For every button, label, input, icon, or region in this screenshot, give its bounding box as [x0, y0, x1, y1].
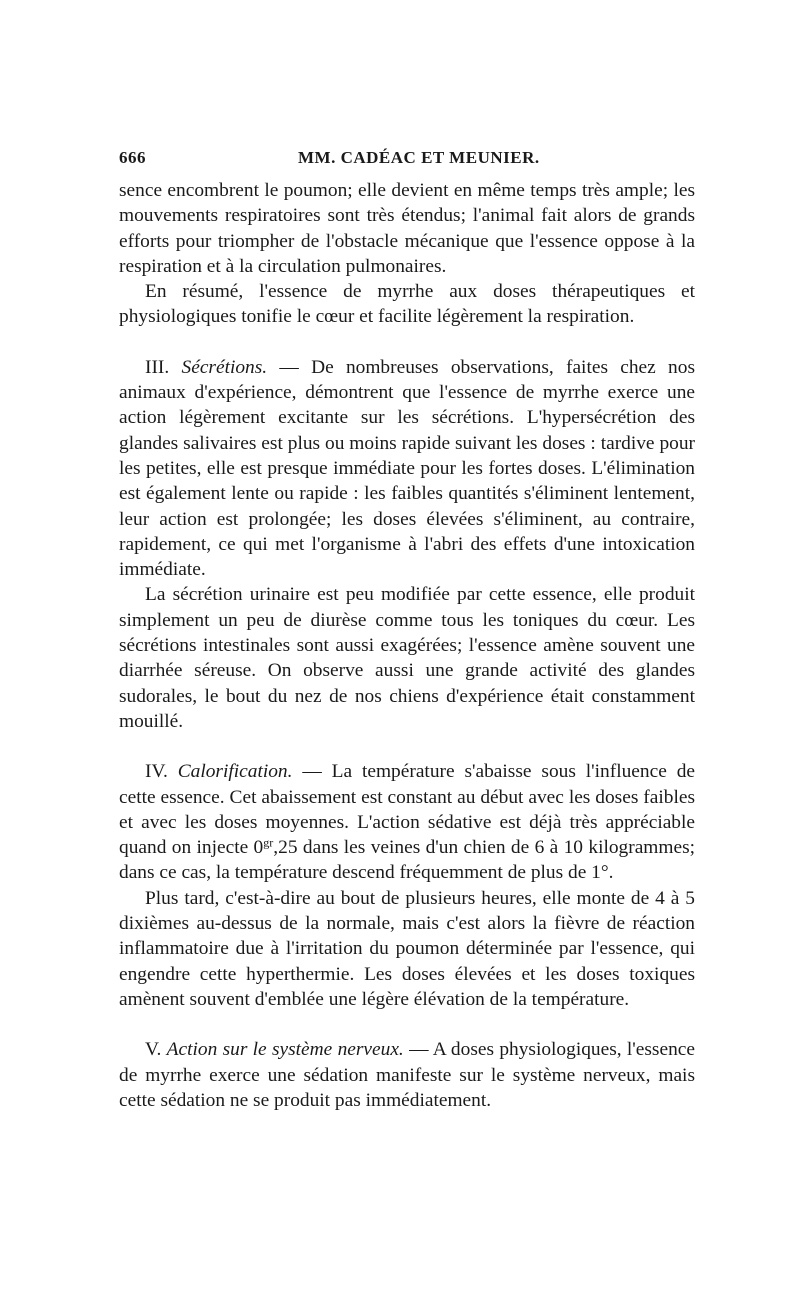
section-text-continued: ,25 dans les veines d'un chien de 6 à 10 kilogrammes; dans ce cas, la température descend fréquemment de plus de 1°.: [119, 837, 696, 884]
page-number: 666: [119, 148, 146, 167]
body-text: [119, 178, 695, 1113]
paragraph-urinary: La sécrétion urinaire est peu modifiée par cette essence, elle produit simplement un peu de diurèse comme tous les toniques du cœur. Les sécrétions intestinales sont aussi exagérées; l'essence amène souvent une diarrhée séreuse. On observe aussi une grande activité des glandes sudorales, le bout du nez de nos chiens d'expérience était constamment mouillé.: [119, 584, 695, 732]
section-number: IV.: [145, 761, 168, 783]
paragraph-later: Plus tard, c'est-à-dire au bout de plusieurs heures, elle monte de 4 à 5 dixièmes au-dessus de la normale, mais c'est alors la fièvre de réaction inflammatoire due à l'irritation du poumon déterminée par l'essence, qui engendre cette hyperthermie. Les doses élevées et les doses toxiques amènent souvent d'emblée une légère élévation de la température.: [119, 887, 695, 1010]
section-text: — De nombreuses observations, faites chez nos animaux d'expérience, démontrent que l'essence de myrrhe exerce une action légèrement excitante sur les sécrétions. L'hypersécrétion des glandes salivaires est plus ou moins rapide suivant les doses : tardive pour les petites, elle est presque immédiate pour les fortes doses. L'élimination est également lente ou rapide : les faibles quantités s'éliminent lentement, leur action est prolongée; les doses élevées s'éliminent, au contraire, rapidement, ce qui met l'organisme à l'abri des effets d'une intoxication immédiate.: [119, 356, 695, 581]
section-secretions: [119, 355, 695, 583]
section-number: V.: [145, 1039, 162, 1061]
section-title: Action sur le système nerveux.: [166, 1039, 404, 1061]
paragraph-summary: En résumé, l'essence de myrrhe aux doses thérapeutiques et physiologiques tonifie le cœur et facilite légèrement la respiration.: [119, 281, 695, 328]
running-title: MM. CADÉAC ET MEUNIER.: [298, 148, 540, 167]
section-text: — A doses physiologiques, l'essence de myrrhe exerce une sédation manifeste sur le système nerveux, mais cette sédation ne se produit pas immédiatement.: [119, 1039, 695, 1111]
section-nervous-system: [119, 1037, 695, 1113]
section-title: Sécrétions.: [181, 356, 268, 378]
section-number: III.: [145, 356, 170, 378]
section-calorification: [119, 759, 695, 885]
section-title: Calorification.: [177, 761, 293, 783]
unit-superscript: gr: [263, 835, 274, 850]
section-text: — La température s'abaisse sous l'influence de cette essence. Cet abaissement est constant au début avec les doses faibles et avec les doses moyennes. L'action sédative est déjà très appréciable quand on injecte 0: [119, 761, 695, 859]
paragraph-continuation: sence encombrent le poumon; elle devient en même temps très ample; les mouvements respiratoires sont très étendus; l'animal fait alors de grands efforts pour triompher de l'obstacle mécanique que l'essence oppose à la respiration et à la circulation pulmonaires.: [119, 180, 695, 277]
running-header: [119, 148, 699, 172]
